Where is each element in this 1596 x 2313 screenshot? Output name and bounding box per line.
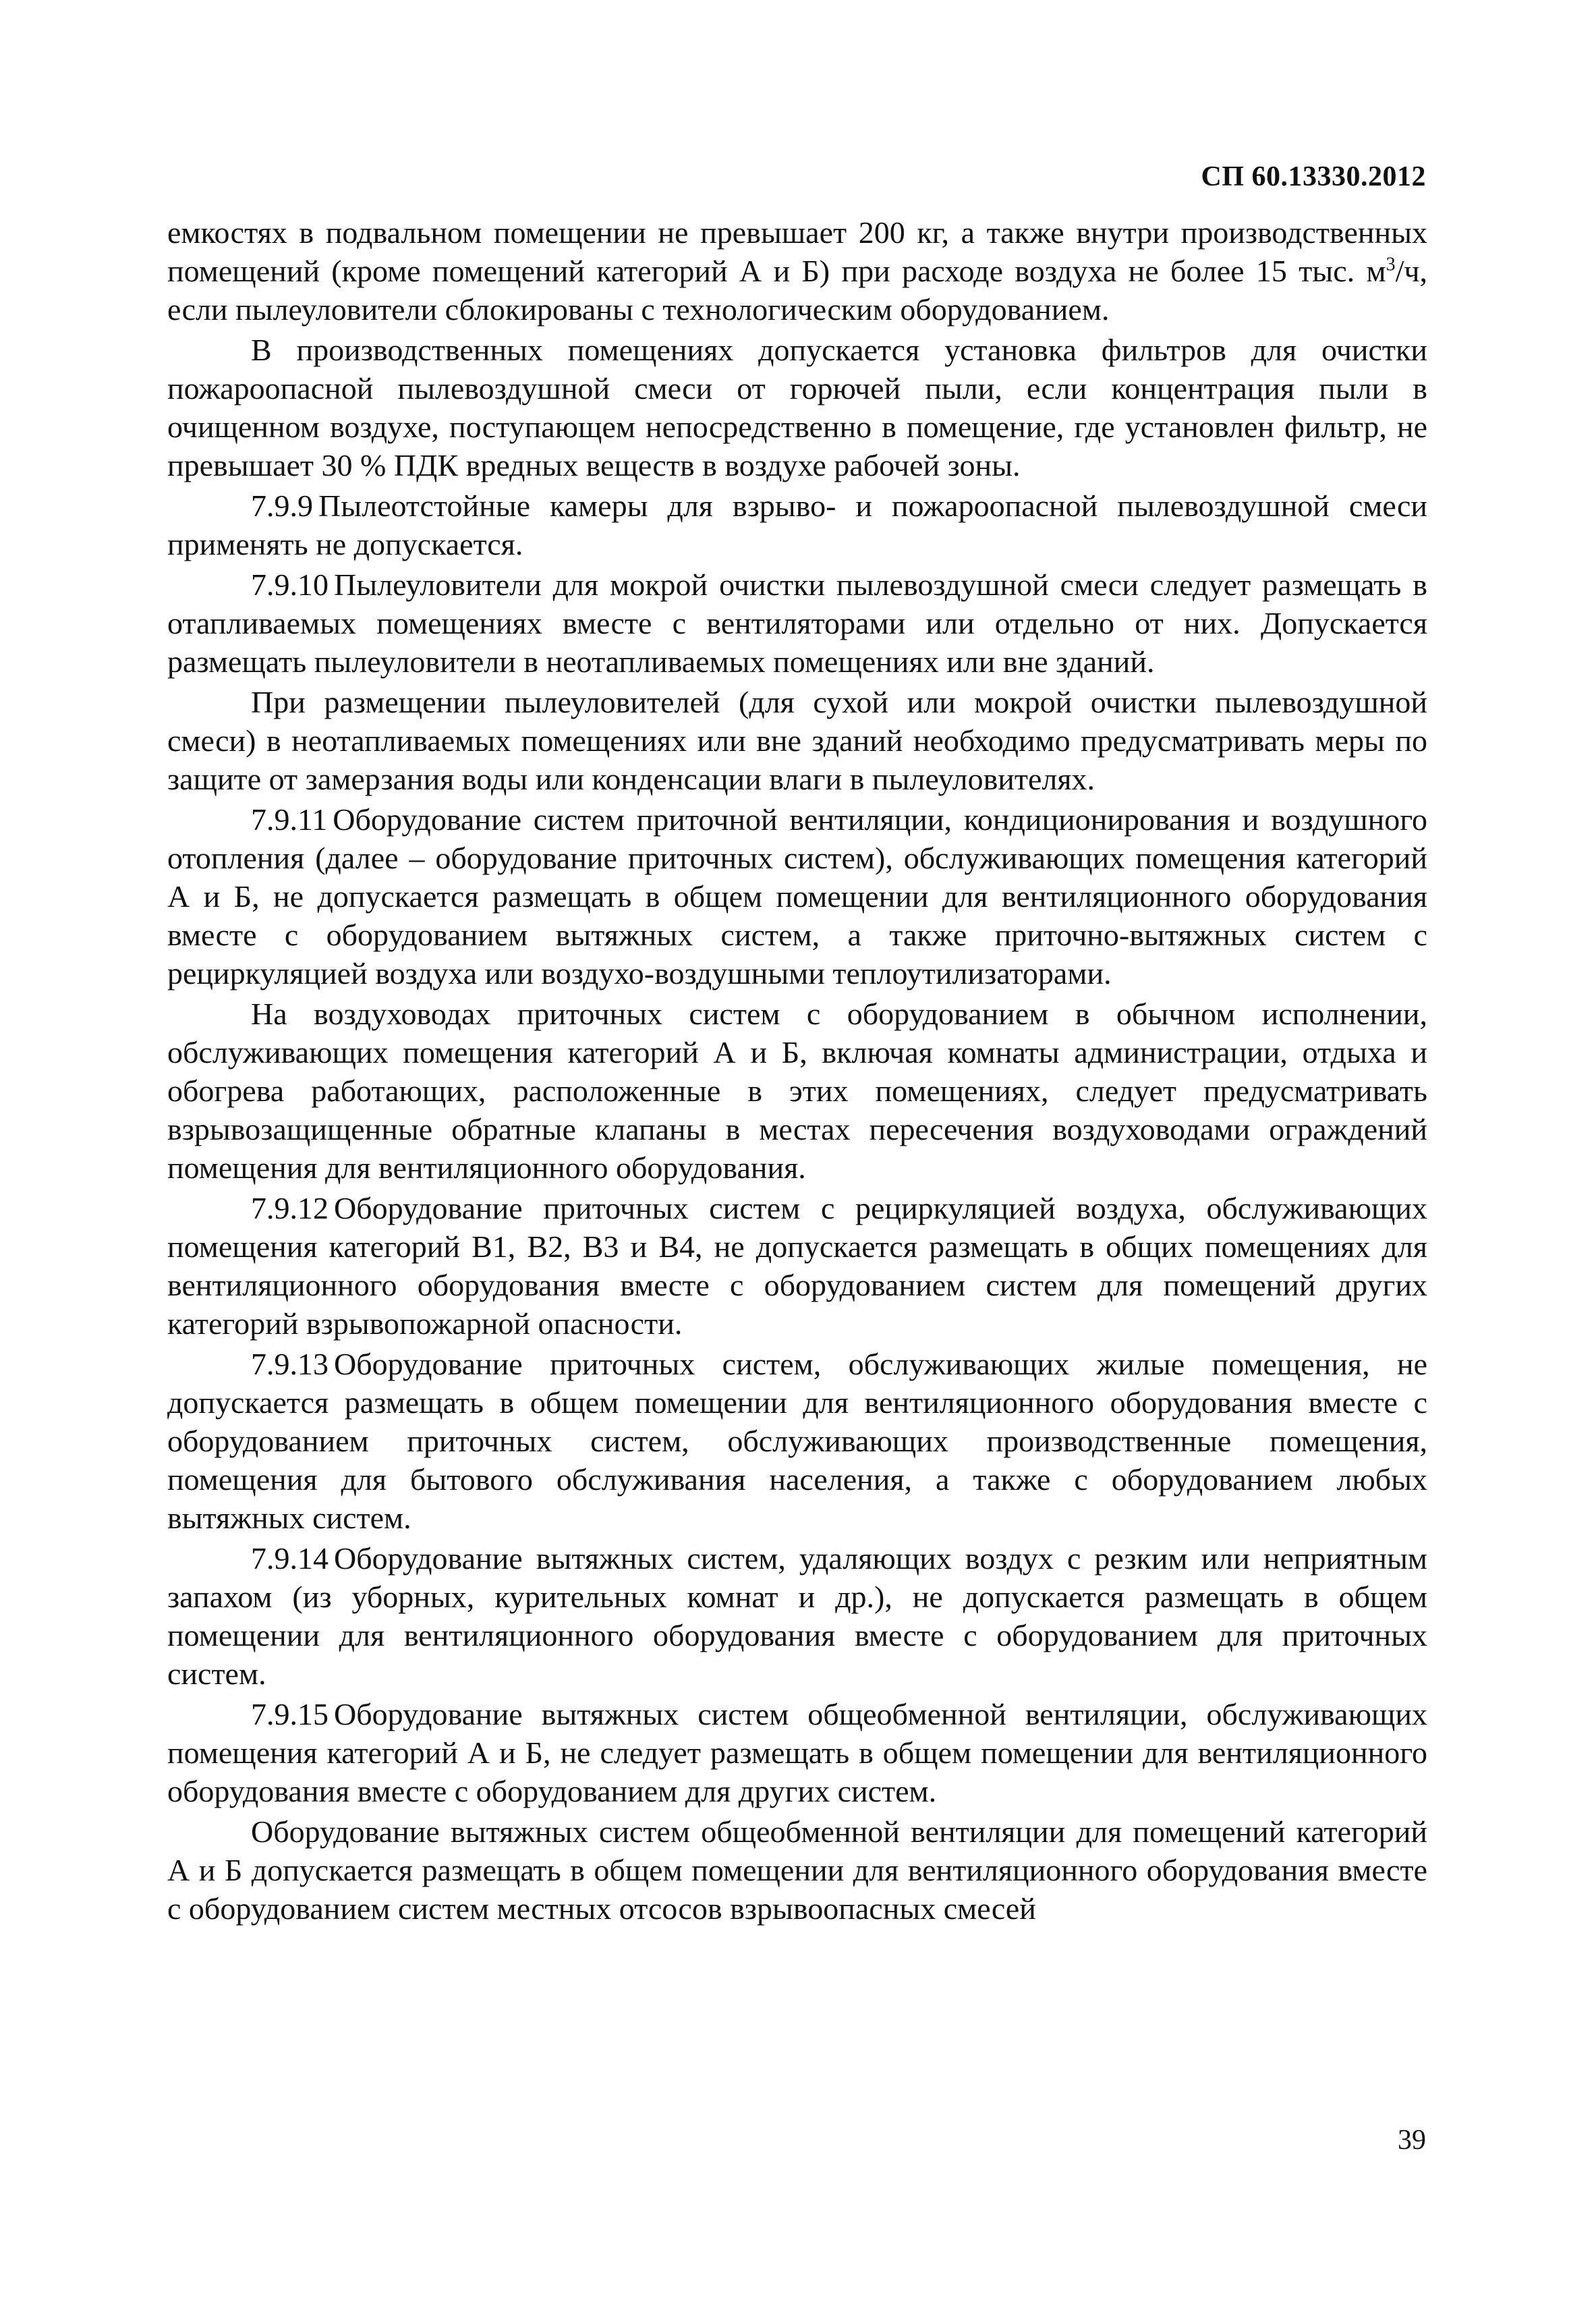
clause-number: 7.9.15 <box>251 1697 329 1731</box>
clause-7-9-10 <box>167 565 1427 681</box>
paragraph-text: Оборудование вытяжных систем общеобменной вентиляции, обслуживающих помещения категорий А и Б, не следует размещать в общем помещении для вентиляционного оборудования вместе с оборудованием для других систем. <box>167 1697 1427 1808</box>
clause-number: 7.9.13 <box>251 1347 329 1381</box>
clause-number: 7.9.10 <box>251 567 329 602</box>
clause-number: 7.9.12 <box>251 1191 329 1225</box>
paragraph-text: Оборудование систем приточной вентиляции, кондиционирования и воздушного отопления (далее – оборудование приточных систем), обслуживающих помещения категорий А и Б, не допускается размещать в общем помещении для вентиляционного оборудования вместе с оборудованием вытяжных систем, а также приточно-вытяжных систем с рециркуляцией воздуха или воздухо-воздушными теплоутилизаторами. <box>167 802 1427 991</box>
paragraph-text: В производственных помещениях допускается установка фильтров для очистки пожароопасной пылевоздушной смеси от горючей пыли, если концентрация пыли в очищенном воздухе, поступающем непосредственно в помещение, где установлен фильтр, не превышает 30 % ПДК вредных веществ в воздухе рабочей зоны. <box>167 333 1427 482</box>
paragraph-text: При размещении пылеуловителей (для сухой или мокрой очистки пылевоздушной смеси) в неотапливаемых помещениях или вне зданий необходимо предусматривать меры по защите от замерзания воды или конденсации влаги в пылеуловителях. <box>167 685 1427 796</box>
paragraph-continuation <box>167 213 1427 329</box>
page-number: 39 <box>1398 2125 1426 2156</box>
paragraph-text: Оборудование приточных систем с рециркуляцией воздуха, обслуживающих помещения категорий В1, В2, В3 и В4, не допускается размещать в общих помещениях для вентиляционного оборудования вместе с оборудованием систем для помещений других категорий взрывопожарной опасности. <box>167 1191 1427 1341</box>
paragraph-text: Оборудование вытяжных систем, удаляющих воздух с резким или неприятным запахом (из уборных, курительных комнат и др.), не допускается размещать в общем помещении для вентиляционного оборудования вместе с оборудованием для приточных систем. <box>167 1541 1427 1691</box>
document-body <box>167 213 1427 1930</box>
paragraph <box>167 1812 1427 1928</box>
document-code-header: СП 60.13330.2012 <box>1201 161 1426 192</box>
paragraph-text: Оборудование вытяжных систем общеобменной вентиляции для помещений категорий А и Б допускается размещать в общем помещении для вентиляционного оборудования вместе с оборудованием систем местных отсосов взрывоопасных смесей <box>167 1814 1427 1926</box>
paragraph-text: Пылеотстойные камеры для взрыво- и пожароопасной пылевоздушной смеси применять не допускается. <box>167 489 1427 561</box>
paragraph <box>167 683 1427 798</box>
paragraph-text: На воздуховодах приточных систем с оборудованием в обычном исполнении, обслуживающих помещения категорий А и Б, включая комнаты администрации, отдыха и обогрева работающих, расположенные в этих помещениях, следует предусматривать взрывозащищенные обратные клапаны в местах пересечения воздуховодами ограждений помещения для вентиляционного оборудования. <box>167 997 1427 1185</box>
clause-number: 7.9.11 <box>251 802 328 837</box>
clause-7-9-11 <box>167 800 1427 993</box>
paragraph-text: Пылеуловители для мокрой очистки пылевоздушной смеси следует размещать в отапливаемых помещениях вместе с вентиляторами или отдельно от них. Допускается размещать пылеуловители в неотапливаемых помещениях или вне зданий. <box>167 567 1427 679</box>
clause-7-9-12 <box>167 1189 1427 1343</box>
clause-7-9-9 <box>167 486 1427 563</box>
paragraph <box>167 995 1427 1187</box>
paragraph-text: /ч, если пылеуловители сблокированы с технологическим оборудованием. <box>167 254 1427 327</box>
clause-7-9-15 <box>167 1695 1427 1810</box>
paragraph-text: емкостях в подвальном помещении не превышает 200 кг, а также внутри производственных помещений (кроме помещений категорий А и Б) при расходе воздуха не более 15 тыс. м <box>167 215 1427 288</box>
paragraph-text: Оборудование приточных систем, обслуживающих жилые помещения, не допускается размещать в общем помещении для вентиляционного оборудования вместе с оборудованием приточных систем, обслуживающих производственные помещения, помещения для бытового обслуживания населения, а также с оборудованием любых вытяжных систем. <box>167 1347 1427 1535</box>
clause-number: 7.9.14 <box>251 1541 329 1576</box>
superscript: 3 <box>1386 254 1396 275</box>
paragraph <box>167 331 1427 484</box>
clause-number: 7.9.9 <box>251 489 313 523</box>
clause-7-9-13 <box>167 1345 1427 1537</box>
clause-7-9-14 <box>167 1539 1427 1693</box>
